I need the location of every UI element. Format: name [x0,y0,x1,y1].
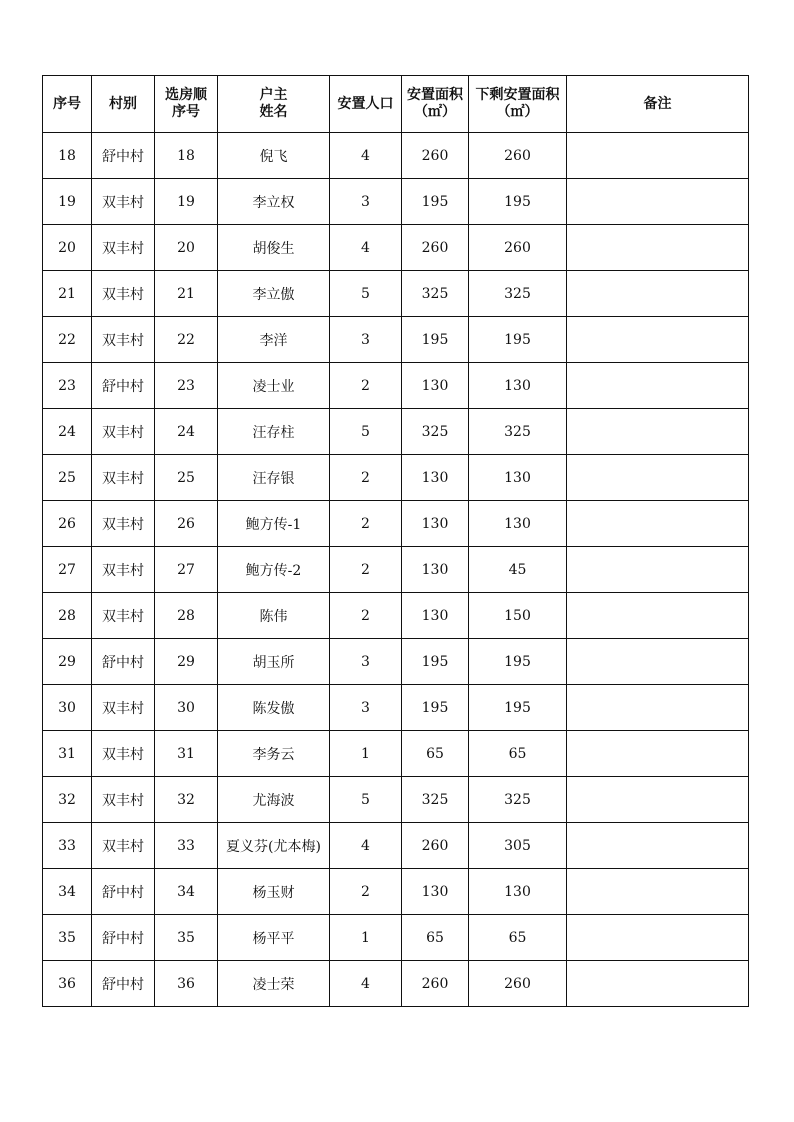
cell-population: 2 [330,501,402,547]
cell-seq: 20 [43,225,92,271]
cell-owner: 倪飞 [218,133,330,179]
cell-remark [567,455,749,501]
cell-seq: 29 [43,639,92,685]
cell-village: 双丰村 [92,409,155,455]
cell-area: 65 [402,915,469,961]
cell-seq: 36 [43,961,92,1007]
cell-remark [567,547,749,593]
cell-remaining: 325 [469,271,567,317]
cell-area: 130 [402,547,469,593]
cell-remaining: 260 [469,225,567,271]
cell-remark [567,961,749,1007]
header-owner [218,76,330,133]
cell-population: 2 [330,547,402,593]
cell-population: 3 [330,639,402,685]
cell-owner: 李务云 [218,731,330,777]
table-row [43,363,749,409]
header-village: 村别 [92,76,155,133]
table-row [43,731,749,777]
cell-remark [567,777,749,823]
cell-seq: 31 [43,731,92,777]
cell-seq: 32 [43,777,92,823]
header-order-line2: 序号 [172,104,200,120]
cell-population: 2 [330,593,402,639]
cell-area: 130 [402,363,469,409]
cell-owner: 汪存银 [218,455,330,501]
header-remaining-line2: （㎡） [496,104,539,120]
cell-population: 2 [330,455,402,501]
cell-area: 260 [402,133,469,179]
cell-population: 2 [330,363,402,409]
cell-village: 双丰村 [92,731,155,777]
cell-village: 双丰村 [92,593,155,639]
cell-area: 65 [402,731,469,777]
cell-order: 21 [155,271,218,317]
header-remaining [469,76,567,133]
cell-population: 4 [330,961,402,1007]
header-order [155,76,218,133]
cell-remaining: 130 [469,363,567,409]
cell-village: 舒中村 [92,915,155,961]
cell-seq: 24 [43,409,92,455]
cell-owner: 鲍方传-2 [218,547,330,593]
cell-population: 3 [330,317,402,363]
cell-order: 30 [155,685,218,731]
table-row [43,593,749,639]
cell-village: 双丰村 [92,455,155,501]
cell-population: 4 [330,225,402,271]
cell-population: 1 [330,915,402,961]
cell-order: 35 [155,915,218,961]
cell-order: 18 [155,133,218,179]
header-remark: 备注 [567,76,749,133]
cell-population: 4 [330,133,402,179]
cell-remaining: 130 [469,501,567,547]
header-row [43,76,749,133]
cell-seq: 21 [43,271,92,317]
cell-order: 19 [155,179,218,225]
cell-seq: 18 [43,133,92,179]
cell-seq: 34 [43,869,92,915]
table-row [43,179,749,225]
cell-remark [567,409,749,455]
cell-seq: 23 [43,363,92,409]
cell-owner: 夏义芬(尤本梅) [218,823,330,869]
cell-owner: 尤海波 [218,777,330,823]
header-order-line1: 选房顺 [165,87,207,103]
cell-area: 130 [402,593,469,639]
cell-area: 325 [402,409,469,455]
cell-order: 31 [155,731,218,777]
cell-owner: 李立权 [218,179,330,225]
cell-owner: 陈发傲 [218,685,330,731]
cell-seq: 28 [43,593,92,639]
cell-order: 36 [155,961,218,1007]
cell-order: 29 [155,639,218,685]
cell-area: 260 [402,961,469,1007]
cell-owner: 杨玉财 [218,869,330,915]
cell-village: 舒中村 [92,639,155,685]
cell-owner: 鲍方传-1 [218,501,330,547]
cell-owner: 胡俊生 [218,225,330,271]
cell-remaining: 65 [469,915,567,961]
cell-remark [567,225,749,271]
cell-village: 双丰村 [92,501,155,547]
cell-owner: 凌士荣 [218,961,330,1007]
cell-remark [567,271,749,317]
header-owner-line1: 户主 [259,87,288,103]
cell-population: 5 [330,777,402,823]
header-population: 安置人口 [330,76,402,133]
cell-village: 舒中村 [92,133,155,179]
table-row [43,271,749,317]
table-row [43,547,749,593]
cell-area: 130 [402,455,469,501]
cell-owner: 胡玉所 [218,639,330,685]
cell-village: 双丰村 [92,271,155,317]
cell-order: 20 [155,225,218,271]
cell-remark [567,869,749,915]
table-row [43,961,749,1007]
header-area-line2: （㎡） [414,104,456,120]
cell-remaining: 195 [469,685,567,731]
cell-owner: 李立傲 [218,271,330,317]
cell-area: 260 [402,823,469,869]
cell-seq: 27 [43,547,92,593]
cell-village: 双丰村 [92,685,155,731]
cell-remaining: 150 [469,593,567,639]
cell-area: 325 [402,271,469,317]
cell-owner: 汪存柱 [218,409,330,455]
cell-remark [567,317,749,363]
cell-area: 195 [402,179,469,225]
cell-population: 2 [330,869,402,915]
cell-order: 32 [155,777,218,823]
header-remaining-line1: 下剩安置面积 [475,87,560,103]
cell-order: 34 [155,869,218,915]
cell-population: 4 [330,823,402,869]
cell-population: 5 [330,271,402,317]
cell-order: 25 [155,455,218,501]
cell-remaining: 195 [469,179,567,225]
cell-remaining: 305 [469,823,567,869]
cell-seq: 25 [43,455,92,501]
table-row [43,685,749,731]
cell-remaining: 260 [469,961,567,1007]
header-area [402,76,469,133]
table-row [43,455,749,501]
cell-order: 33 [155,823,218,869]
cell-order: 22 [155,317,218,363]
cell-owner: 李洋 [218,317,330,363]
cell-remaining: 65 [469,731,567,777]
cell-village: 舒中村 [92,869,155,915]
cell-remaining: 195 [469,317,567,363]
cell-village: 双丰村 [92,179,155,225]
cell-remaining: 260 [469,133,567,179]
table-row [43,823,749,869]
cell-area: 195 [402,639,469,685]
cell-remaining: 325 [469,777,567,823]
table-row [43,639,749,685]
cell-area: 260 [402,225,469,271]
cell-seq: 19 [43,179,92,225]
cell-remark [567,179,749,225]
table-row [43,501,749,547]
cell-remark [567,685,749,731]
cell-seq: 33 [43,823,92,869]
table-row [43,777,749,823]
table-row [43,317,749,363]
cell-order: 23 [155,363,218,409]
cell-seq: 26 [43,501,92,547]
cell-order: 27 [155,547,218,593]
table-row [43,915,749,961]
cell-population: 1 [330,731,402,777]
cell-seq: 35 [43,915,92,961]
cell-remaining: 45 [469,547,567,593]
header-owner-line2: 姓名 [259,104,288,120]
cell-village: 双丰村 [92,547,155,593]
cell-village: 舒中村 [92,363,155,409]
cell-remark [567,501,749,547]
cell-remark [567,639,749,685]
cell-order: 28 [155,593,218,639]
table-row [43,869,749,915]
cell-area: 195 [402,317,469,363]
cell-owner: 凌士业 [218,363,330,409]
cell-village: 双丰村 [92,777,155,823]
cell-population: 3 [330,685,402,731]
cell-village: 双丰村 [92,317,155,363]
cell-remaining: 195 [469,639,567,685]
cell-remark [567,915,749,961]
cell-owner: 杨平平 [218,915,330,961]
cell-village: 双丰村 [92,225,155,271]
table-row [43,133,749,179]
resettlement-table [42,75,749,1007]
cell-seq: 30 [43,685,92,731]
cell-remaining: 325 [469,409,567,455]
cell-owner: 陈伟 [218,593,330,639]
cell-remark [567,593,749,639]
cell-area: 325 [402,777,469,823]
cell-order: 26 [155,501,218,547]
cell-area: 130 [402,869,469,915]
cell-remaining: 130 [469,455,567,501]
cell-area: 130 [402,501,469,547]
cell-order: 24 [155,409,218,455]
table-row [43,225,749,271]
table-body [43,133,749,1007]
cell-area: 195 [402,685,469,731]
cell-population: 5 [330,409,402,455]
cell-seq: 22 [43,317,92,363]
table-row [43,409,749,455]
cell-remark [567,823,749,869]
cell-remark [567,133,749,179]
cell-remark [567,731,749,777]
cell-village: 舒中村 [92,961,155,1007]
cell-population: 3 [330,179,402,225]
cell-remark [567,363,749,409]
header-seq: 序号 [43,76,92,133]
cell-remaining: 130 [469,869,567,915]
cell-village: 双丰村 [92,823,155,869]
header-area-line1: 安置面积 [407,87,463,103]
